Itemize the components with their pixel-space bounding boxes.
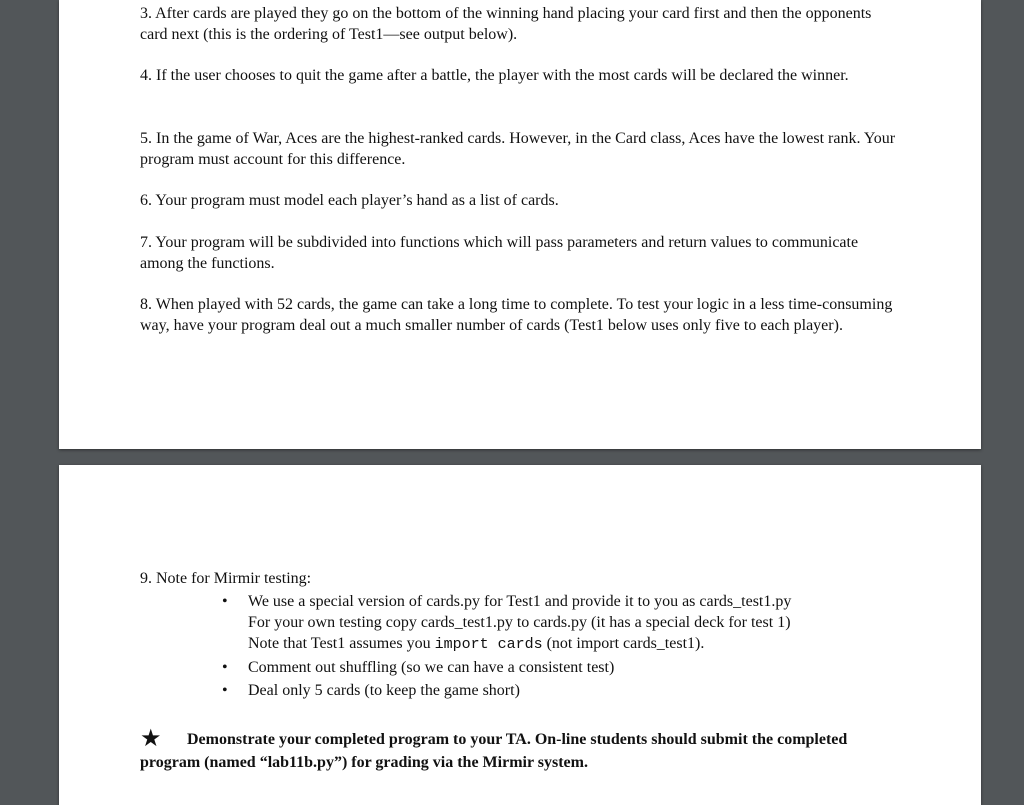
document-page-1 [59, 0, 981, 449]
star-icon: ★ [140, 726, 162, 752]
bullet-1-line-1: We use a special version of cards.py for Test1 and provide it to you as cards_test1.py [248, 593, 792, 610]
list-item [140, 657, 920, 678]
item-6-text: 6. Your program must model each player’s hand as a list of cards. [140, 192, 559, 209]
item-9-heading: 9. Note for Mirmir testing: [140, 570, 312, 587]
testing-notes-list [140, 591, 920, 701]
code-import-cards: import cards [434, 636, 543, 653]
bullet-1-line-2: For your own testing copy cards_test1.py to cards.py (it has a special deck for test 1) [248, 614, 791, 631]
item-5-text: 5. In the game of War, Aces are the highest-ranked cards. However, in the Card class, Aces have the lowest rank. Your program must account for this difference. [140, 130, 896, 168]
bullet-3-text: Deal only 5 cards (to keep the game short) [248, 682, 520, 699]
list-item [140, 680, 920, 701]
item-7-text: 7. Your program will be subdivided into functions which will pass parameters and return values to communicate among the functions. [140, 234, 859, 272]
list-item [140, 591, 920, 655]
final-note [140, 728, 900, 774]
document-page-2 [59, 465, 981, 805]
item-4-text: 4. If the user chooses to quit the game after a battle, the player with the most cards will be declared the winner. [140, 67, 849, 84]
bullet-icon: • [222, 659, 228, 676]
bullet-1-line-3-post: (not import cards_test1). [542, 635, 705, 652]
bullet-icon: • [222, 593, 228, 610]
bullet-2-text: Comment out shuffling (so we can have a consistent test) [248, 659, 615, 676]
bullet-icon: • [222, 682, 228, 699]
item-3-text: 3. After cards are played they go on the bottom of the winning hand placing your card first and then the opponents card next (this is the ordering of Test1—see output below). [140, 5, 872, 43]
bullet-1-line-3-pre: Note that Test1 assumes you [248, 635, 435, 652]
item-8-text: 8. When played with 52 cards, the game can take a long time to complete. To test your logic in a less time-consuming way, have your program deal out a much smaller number of cards (Test1 below uses only five to each player). [140, 296, 893, 334]
final-note-text: Demonstrate your completed program to your TA. On-line students should submit the completed program (named “lab11b.py”) for grading via the Mirmir system. [140, 731, 848, 771]
